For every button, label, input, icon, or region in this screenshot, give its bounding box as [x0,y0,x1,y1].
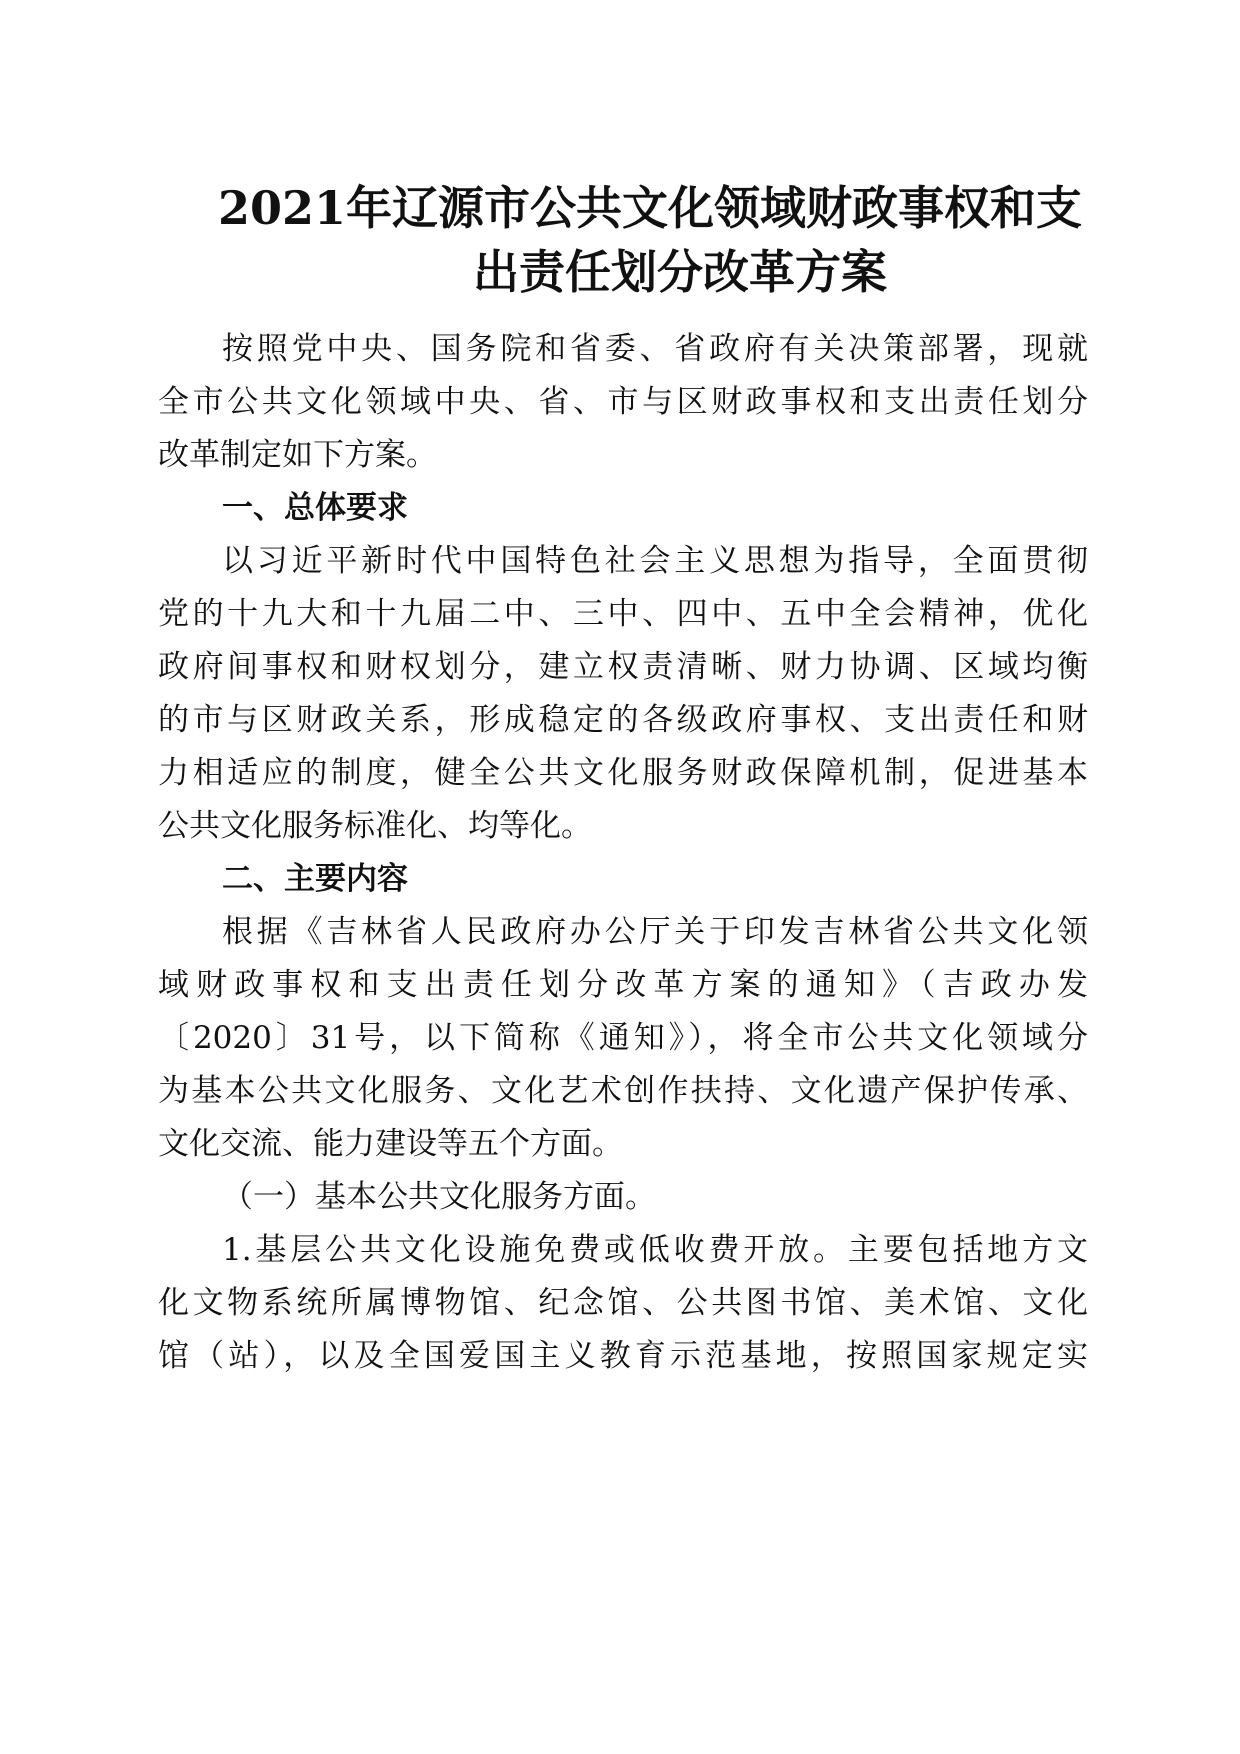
main-line-4: 为基本公共文化服务、文化艺术创作扶持、文化遗产保护传承、 [158,1073,1088,1109]
general-line-2: 党的十九大和十九届二中、三中、四中、五中全会精神，优化 [158,596,1088,632]
item1-line-3: 馆（站），以及全国爱国主义教育示范基地，按照国家规定实 [158,1338,1088,1374]
main-line-5: 文化交流、能力建设等五个方面。 [158,1126,623,1162]
general-line-6: 公共文化服务标准化、均等化。 [158,808,592,844]
item1-line-1: 1.基层公共文化设施免费或低收费开放。主要包括地方文 [222,1232,1088,1268]
general-line-5: 力相适应的制度，健全公共文化服务财政保障机制，促进基本 [158,755,1088,791]
main-line-1: 根据《吉林省人民政府办公厅关于印发吉林省公共文化领 [222,914,1088,950]
section-heading-general-requirements: 一、总体要求 [222,490,408,526]
intro-line-2: 全市公共文化领域中央、省、市与区财政事权和支出责任划分 [158,384,1088,420]
general-line-4: 的市与区财政关系，形成稳定的各级政府事权、支出责任和财 [158,702,1088,738]
document-title-line-1: 2021年辽源市公共文化领域财政事权和支 [217,181,1083,235]
general-line-3: 政府间事权和财权划分，建立权责清晰、财力协调、区域均衡 [158,649,1088,685]
item1-line-2: 化文物系统所属博物馆、纪念馆、公共图书馆、美术馆、文化 [158,1285,1088,1321]
general-line-1: 以习近平新时代中国特色社会主义思想为指导，全面贯彻 [222,543,1088,579]
main-line-3: 〔2020〕31号，以下简称《通知》），将全市公共文化领域分 [158,1020,1088,1056]
intro-line-3: 改革制定如下方案。 [158,437,437,473]
intro-line-1: 按照党中央、国务院和省委、省政府有关决策部署，现就 [222,331,1088,367]
document-title-line-2: 出责任划分改革方案 [473,245,887,299]
section-heading-main-content: 二、主要内容 [222,861,408,897]
subheading-basic-public-culture: （一）基本公共文化服务方面。 [222,1179,656,1215]
main-line-2: 域财政事权和支出责任划分改革方案的通知》（吉政办发 [158,967,1088,1003]
